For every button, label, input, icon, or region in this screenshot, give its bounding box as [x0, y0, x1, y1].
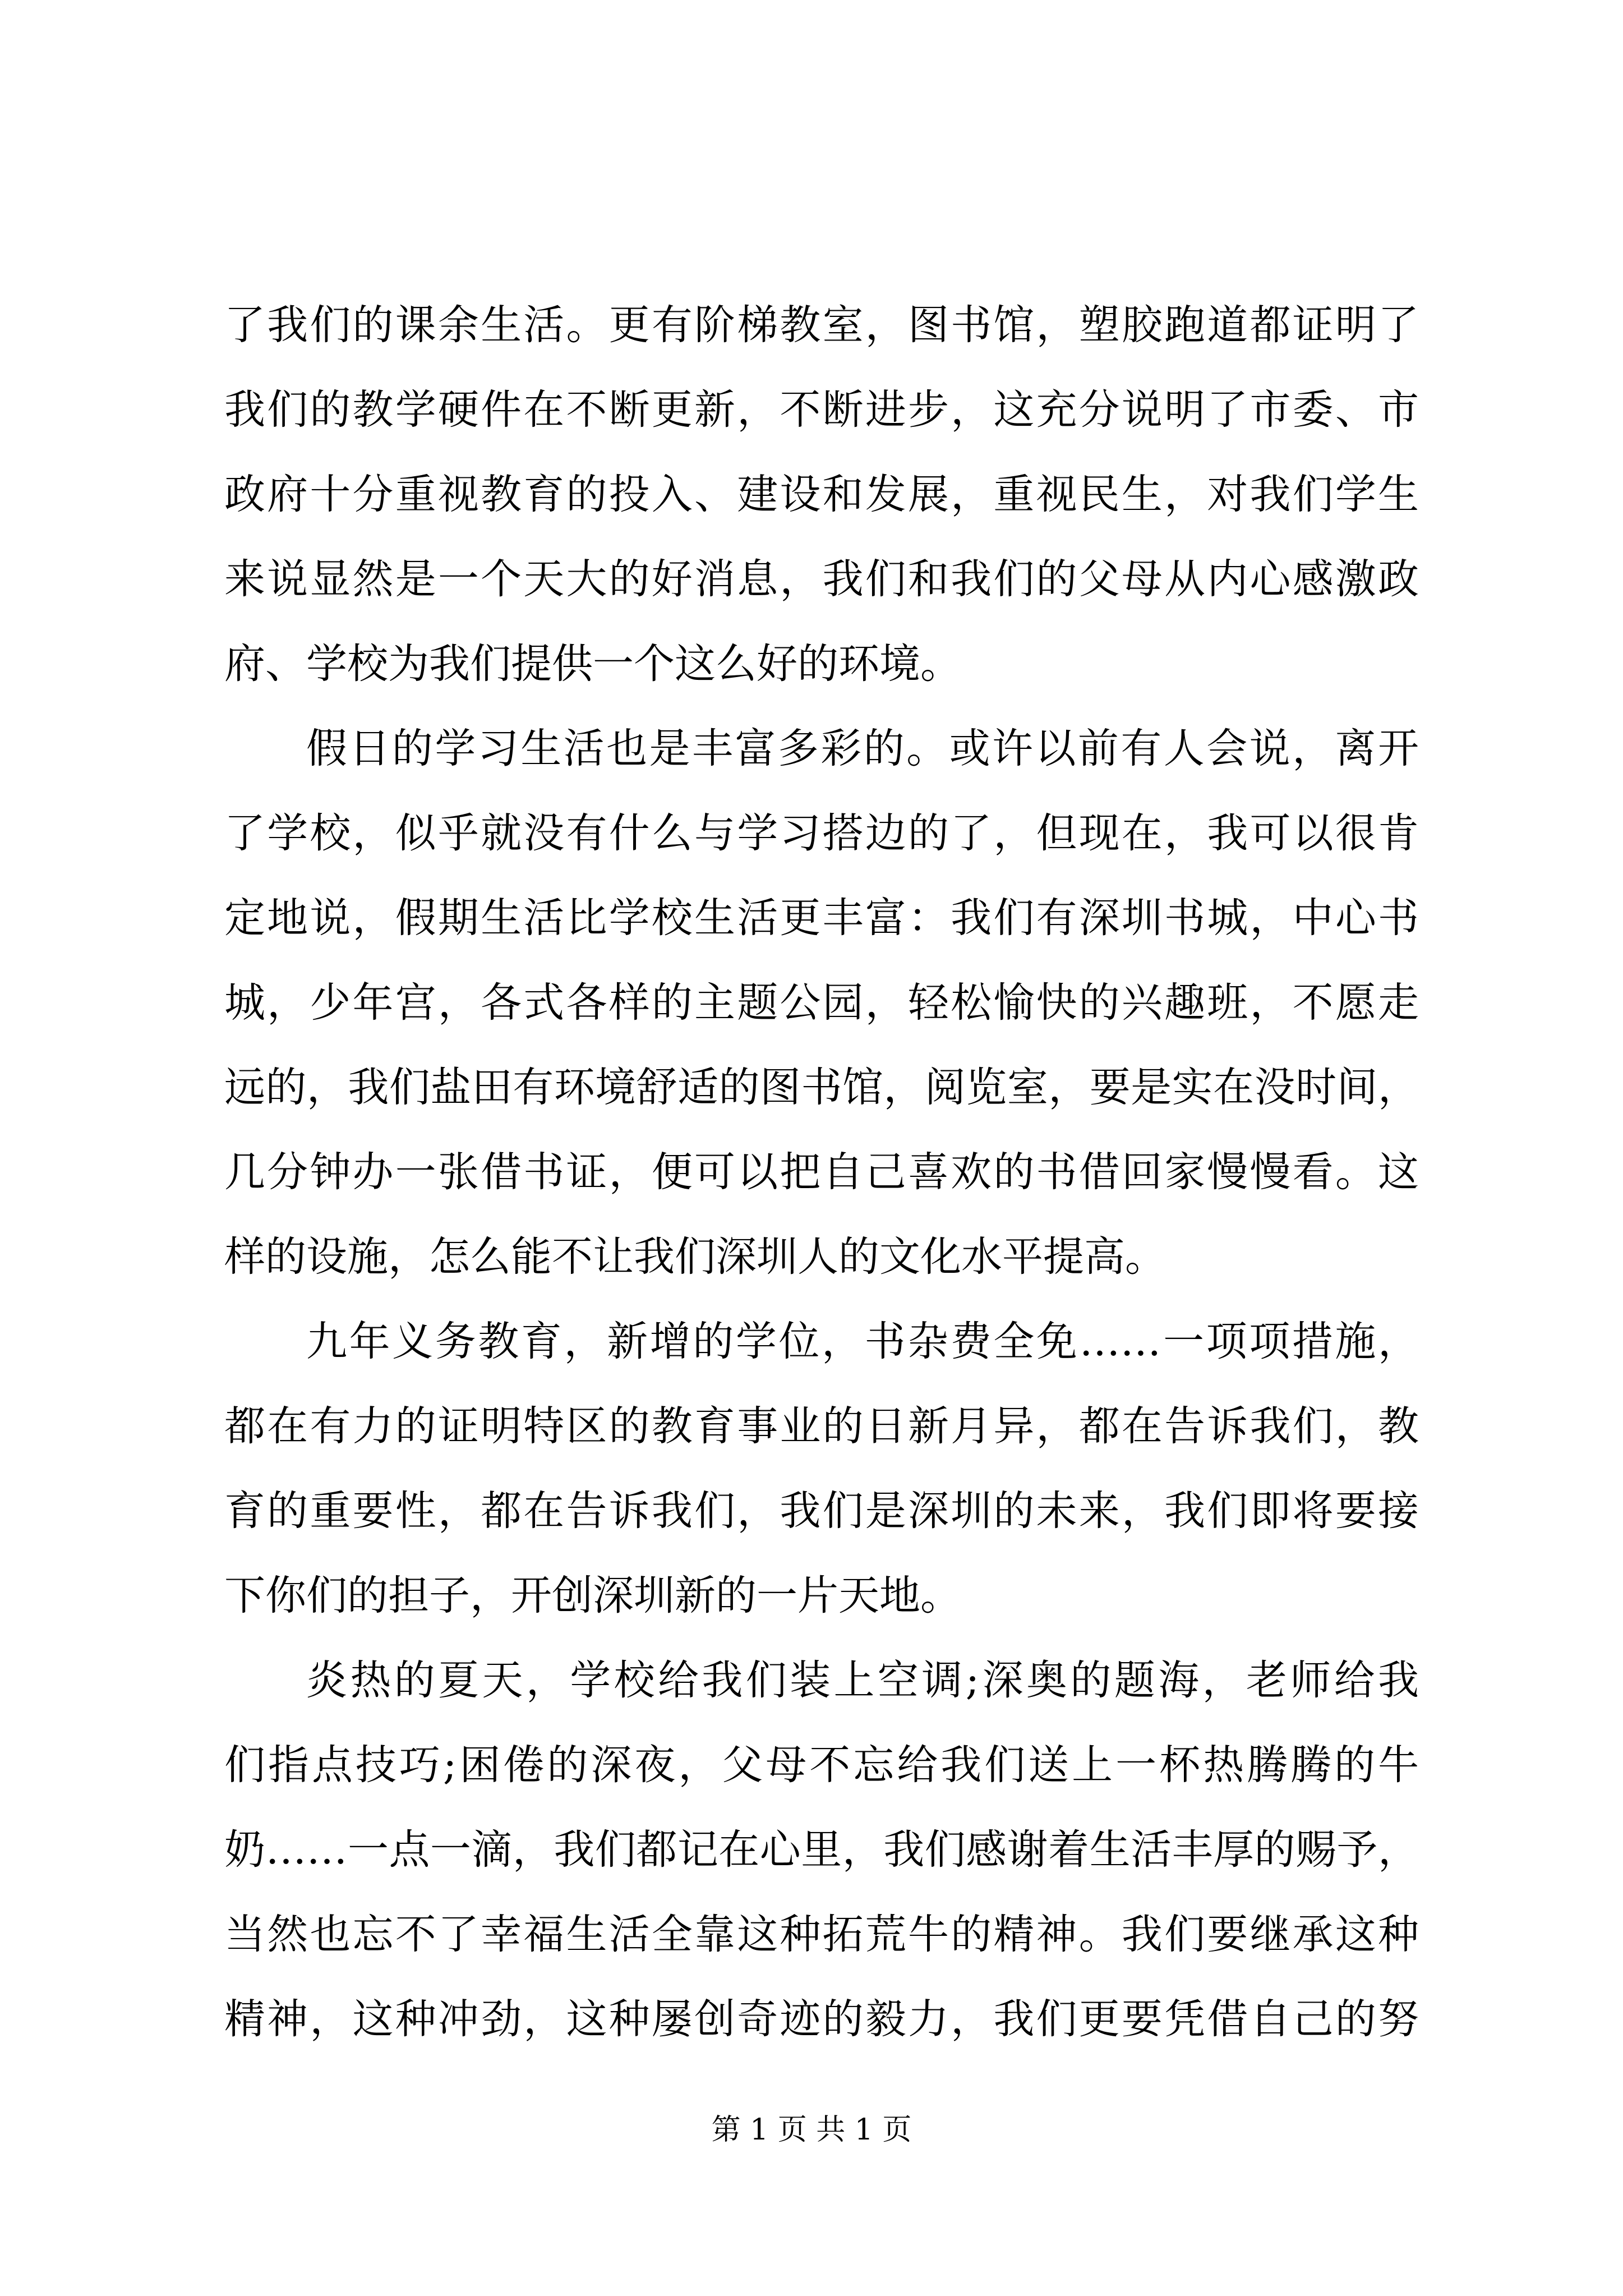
text-line: 来说显然是一个天大的好消息，我们和我们的父母从内心感激政	[224, 555, 1419, 603]
text-line: 样的设施，怎么能不让我们深圳人的文化水平提高。	[224, 1233, 1166, 1281]
text-line: 当然也忘不了幸福生活全靠这种拓荒牛的精神。我们要继承这种	[224, 1911, 1419, 1958]
text-line: 政府十分重视教育的投入、建设和发展，重视民生，对我们学生	[224, 471, 1419, 518]
paragraph-first-line: 假日的学习生活也是丰富多彩的。或许以前有人会说，离开	[306, 725, 1419, 772]
text-line: 远的，我们盐田有环境舒适的图书馆，阅览室，要是实在没时间，	[224, 1064, 1419, 1111]
text-line: 了学校，似乎就没有什么与学习搭边的了，但现在，我可以很肯	[224, 809, 1419, 857]
text-line: 奶……一点一滴，我们都记在心里，我们感谢着生活丰厚的赐予，	[224, 1826, 1419, 1874]
text-line: 们指点技巧;困倦的深夜，父母不忘给我们送上一杯热腾腾的牛	[224, 1741, 1419, 1789]
paragraph-first-line: 九年义务教育，新增的学位，书杂费全免……一项项措施，	[306, 1318, 1419, 1365]
text-line: 我们的教学硬件在不断更新，不断进步，这充分说明了市委、市	[224, 386, 1419, 434]
text-line: 下你们的担子，开创深圳新的一片天地。	[224, 1572, 961, 1619]
text-line: 精神，这种冲劲，这种屡创奇迹的毅力，我们更要凭借自己的努	[224, 1995, 1419, 2043]
text-line: 府、学校为我们提供一个这么好的环境。	[224, 640, 961, 688]
page-number-footer: 第 1 页 共 1 页	[711, 2113, 912, 2147]
text-line: 几分钟办一张借书证，便可以把自己喜欢的书借回家慢慢看。这	[224, 1148, 1419, 1196]
text-line: 育的重要性，都在告诉我们，我们是深圳的未来，我们即将要接	[224, 1487, 1419, 1535]
text-line: 定地说，假期生活比学校生活更丰富：我们有深圳书城，中心书	[224, 894, 1419, 942]
paragraph-first-line: 炎热的夏天，学校给我们装上空调;深奥的题海，老师给我	[306, 1657, 1419, 1704]
text-line: 都在有力的证明特区的教育事业的日新月异，都在告诉我们，教	[224, 1402, 1419, 1450]
text-line: 了我们的课余生活。更有阶梯教室，图书馆，塑胶跑道都证明了	[224, 301, 1419, 349]
text-line: 城，少年宫，各式各样的主题公园，轻松愉快的兴趣班，不愿走	[224, 979, 1419, 1027]
